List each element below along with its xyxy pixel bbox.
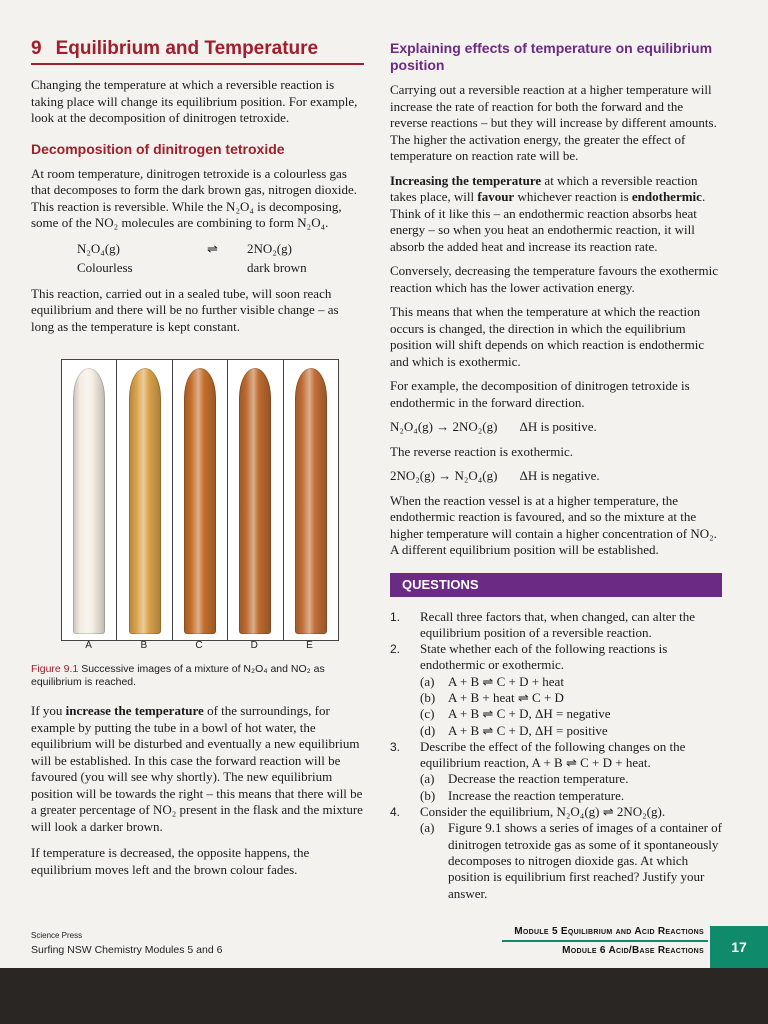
publisher: Science Press [31,931,83,940]
right-column [390,38,722,902]
tube-label-d: D [250,640,258,651]
footer-modules [502,924,708,956]
question-3b: (b) Increase the reaction temperature. [420,787,625,803]
figure-9-1 [31,359,364,655]
decrease-temperature-paragraph: If temperature is decreased, the opposite happens, the equilibrium moves left and the brown colour fades. [31,845,310,877]
page-number: 17 [710,926,768,968]
tube-label-b: B [140,640,148,651]
forward-equation: N₂O₄(g) → 2NO₂(g) ΔH is positive. [390,419,597,434]
book-title: Surfing NSW Chemistry Modules 5 and 6 [31,944,223,956]
tube-images-panel [61,359,339,641]
tube-label-c: C [195,640,203,651]
equation-right: 2NO₂(g) [247,240,292,256]
gas-tube-b [129,368,161,634]
left-column [31,38,364,886]
caption-label: Figure 9.1 [31,663,79,675]
equation-labels-row [31,259,364,276]
footer-left [31,931,222,956]
example-paragraph: For example, the decomposition of dinitrogen tetroxide is endothermic in the forward direction. [390,378,690,410]
equilibrium-arrow: ⇌ [207,240,218,256]
reverse-paragraph: The reverse reaction is exothermic. [390,443,573,459]
tube-cell-b [117,360,172,640]
module-5-label: Module 5 Equilibrium and Acid Reactions [514,926,704,937]
equation-row [31,240,364,257]
tube-cell-d [228,360,283,640]
tube-cell-a [62,360,117,640]
question-1: 1. Recall three factors that, when changed, can alter the equilibrium position of a reversible reaction. [390,608,696,640]
dark-brown-label: dark brown [247,259,307,275]
conversely-paragraph: Conversely, decreasing the temperature favours the exothermic reaction which has the lower activation energy. [390,263,718,295]
reverse-equation: 2NO₂(g) → N₂O₄(g) ΔH is negative. [390,468,600,483]
gas-tube-a [73,368,105,634]
question-4: 4. Consider the equilibrium, N₂O₄(g) ⇌ 2NO₂(g). [390,804,666,820]
question-2: 2. State whether each of the following reactions is endothermic or exothermic. [390,641,668,673]
chapter-title [31,38,364,65]
gas-tube-d [239,368,271,634]
question-3a: (a) Decrease the reaction temperature. [420,771,629,787]
question-2d: (d) A + B ⇌ C + D, ΔH = positive [420,722,608,738]
questions-header: QUESTIONS [390,573,722,597]
sealed-tube-paragraph: This reaction, carried out in a sealed tube, will soon reach equilibrium and there will be no further visible change – as long as the temperature is kept constant. [31,285,339,334]
gas-tube-e [295,368,327,634]
direction-paragraph: This means that when the temperature at which the reaction occurs is changed, the direction in which the equilibrium position will shift depends on which reaction is endothermic and which is exothermic. [390,304,705,369]
figure-caption [31,663,364,689]
question-2c: (c) A + B ⇌ C + D, ΔH = negative [420,706,611,722]
section-heading: Decomposition of dinitrogen tetroxide [31,140,285,157]
colourless-label: Colourless [77,259,133,275]
explaining-heading: Explaining effects of temperature on equilibrium position [390,40,713,73]
tube-cell-e [284,360,338,640]
question-3: 3. Describe the effect of the following changes on the equilibrium reaction, A + B ⇌ C + D + heat. [390,738,686,771]
question-4a: (a) Figure 9.1 shows a series of images of a container of dinitrogen tetroxide gas as some of it spontaneously decomposes to nitrogen dioxide gas. At which position is equilibrium first reached? Justify your answer. [420,820,723,901]
chapter-title-text: Equilibrium and Temperature [55,38,319,59]
question-2b: (b) A + B + heat ⇌ C + D [420,689,564,705]
intro-paragraph: Changing the temperature at which a reversible reaction is taking place will change its equilibrium position. For example, look at the decomposition of dinitrogen tetroxide. [31,77,358,125]
increasing-temperature-paragraph: Increasing the temperature at which a reversible reaction takes place, will favour whichever reaction is endothermic. Think of it like this – an endothermic reaction absorbs heat energy – so when you heat an endothermic reaction, it will absorb the added heat and increase its reaction rate. [390,172,706,254]
higher-temperature-paragraph: When the reaction vessel is at a higher temperature, the endothermic reaction is favoured, and so the mixture at the higher temperature will contain a higher concentration of NO₂. A different equilibrium position will be established. [390,492,717,557]
gas-tube-c [184,368,216,634]
increase-temperature-paragraph: If you increase the temperature of the surroundings, for example by putting the tube in a bowl of hot water, the equilibrium will be disturbed and eventually a new equilibrium will be established. In this case the forward reaction will be favoured (you will see why shortly). The new equilibrium position will be towards the right – this means that there will be a greater percentage of NO₂ present in the flask and the mixture will look a darker brown. [31,703,363,834]
decomposition-paragraph: At room temperature, dinitrogen tetroxide is a colourless gas that decomposes to form the dark brown gas, nitrogen dioxide. This reaction is reversible. While the N₂O₄ is decomposing, some of the NO₂ molecules are combining to form N₂O₄. [31,165,358,230]
question-2a: (a) A + B ⇌ C + D + heat [420,673,564,689]
rate-paragraph: Carrying out a reversible reaction at a higher temperature will increase the rate of reaction for both the forward and the reverse reactions – but they will increase by different amounts. The higher the activation energy, the greater the effect of temperature on reaction rate will be. [390,82,717,163]
module-6-label: Module 6 Acid/Base Reactions [502,940,708,956]
tube-labels [61,640,337,651]
tube-label-e: E [306,640,313,651]
tube-cell-c [173,360,228,640]
chapter-number: 9 [31,38,42,59]
equation-left: N₂O₄(g) [77,240,120,256]
tube-label-a: A [85,640,92,651]
caption-text: Successive images of a mixture of N₂O₄ and NO₂ as equilibrium is reached. [31,663,325,688]
